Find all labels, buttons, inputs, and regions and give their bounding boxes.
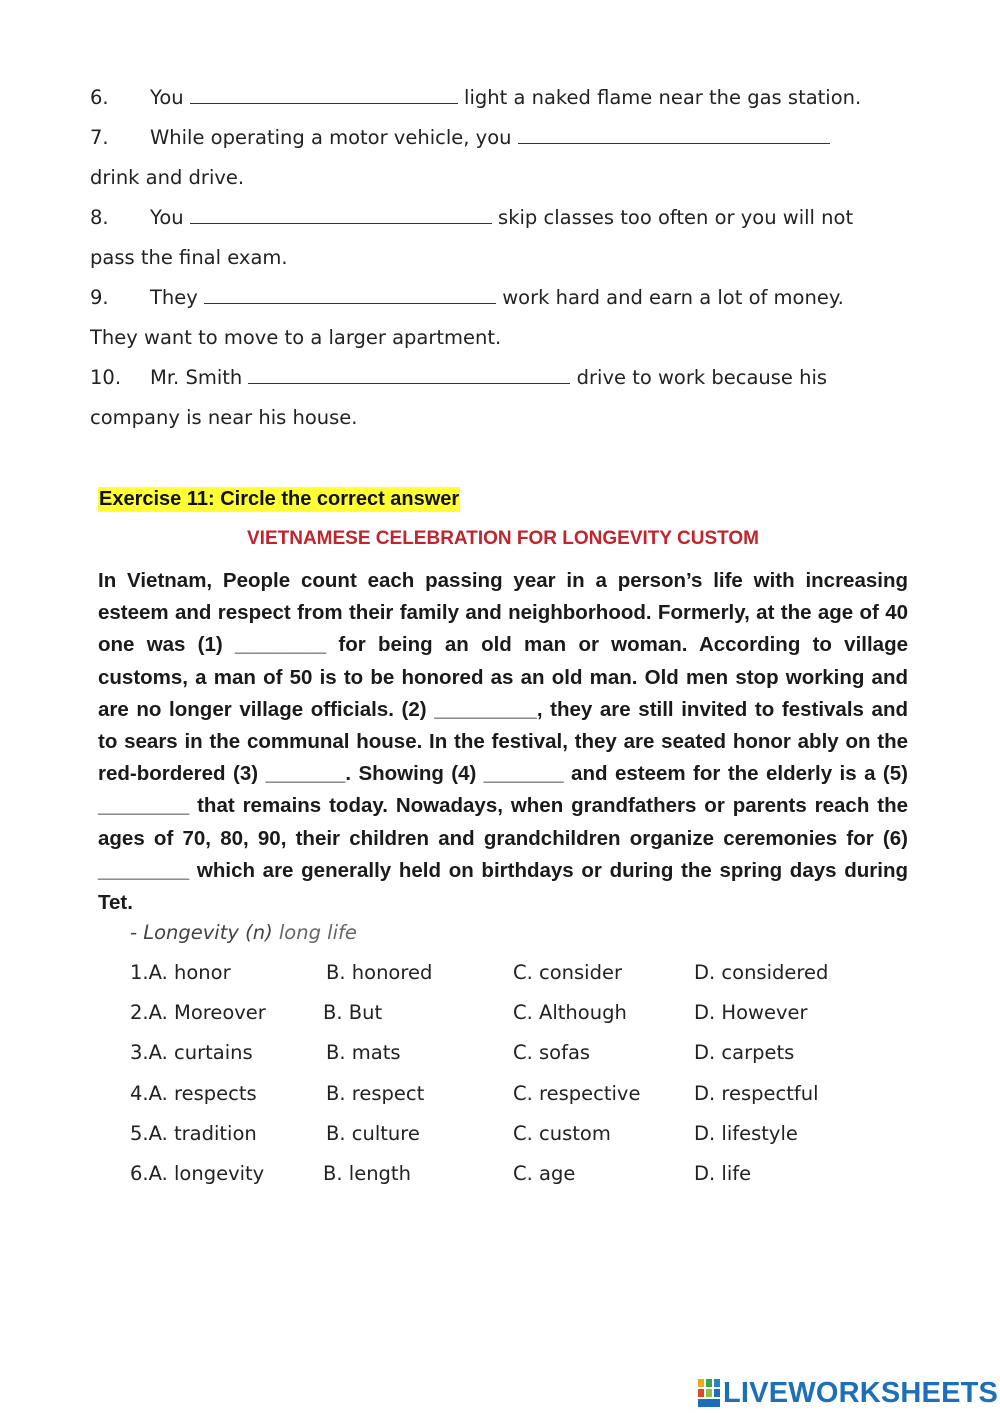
sentence-after: drive to work because his [576,366,828,389]
answer-blank[interactable] [190,87,458,104]
passage-title: VIETNAMESE CELEBRATION FOR LONGEVITY CUSTOM [247,528,759,549]
sentence-after: light a naked flame near the gas station. [464,86,862,109]
item-number: 9. [90,286,109,309]
sentence-before: You [150,206,184,229]
option-d[interactable]: D. respectful [694,1082,819,1105]
answer-blank[interactable] [248,367,570,384]
option-b[interactable]: B. honored [326,961,433,984]
liveworksheets-logo [698,1378,998,1408]
item-sentence [150,286,844,309]
option-a[interactable]: 6.A. longevity [130,1162,265,1185]
answer-blank[interactable] [204,287,496,304]
reading-passage: In Vietnam, People count each passing year in a person’s life with increasing esteem and respect from their family and neighborhood. Formerly, at the age of 40 one was (1) ________ for being an old man or woman. According to village customs, a man of 50 is to be honored as an old man. Old men stop working and are no longer village officials. (2) _________, they are still invited to festivals and to sears in the communal house. In the festival, they are seated honor ably on the red-bordered (3) _______. Showing (4) _______ and esteem for the elderly is a (5) ________ that remains today. Nowadays, when grandfathers or parents reach the ages of 70, 80, 90, their children and grandchildren organize ceremonies for (6) ________ which are generally held on birthdays or during the spring days during Tet. [98,569,908,915]
option-a[interactable]: 2.A. Moreover [130,1001,266,1024]
item-sentence [150,86,861,109]
option-b[interactable]: B. culture [326,1122,420,1145]
liveworksheets-logo-icon [698,1379,720,1407]
option-a[interactable]: 4.A. respects [130,1082,257,1105]
item-sentence [150,366,827,389]
sentence-before: They [150,286,198,309]
sentence-continuation: drink and drive. [90,166,245,189]
option-c[interactable]: C. age [513,1162,576,1185]
option-a[interactable]: 3.A. curtains [130,1041,253,1064]
item-sentence [150,126,830,149]
exercise-heading: Exercise 11: Circle the correct answer [99,488,460,510]
vocabulary-gloss [130,921,357,944]
item-number: 7. [90,126,109,149]
sentence-before: While operating a motor vehicle, you [150,126,512,149]
option-b[interactable]: B. respect [326,1082,425,1105]
sentence-continuation: company is near his house. [90,406,358,429]
sentence-continuation: pass the final exam. [90,246,288,269]
option-c[interactable]: C. custom [513,1122,611,1145]
option-c[interactable]: C. sofas [513,1041,591,1064]
option-d[interactable]: D. carpets [694,1041,795,1064]
sentence-after: work hard and earn a lot of money. [502,286,844,309]
option-b[interactable]: B. mats [326,1041,401,1064]
option-d[interactable]: D. lifestyle [694,1122,798,1145]
sentence-continuation: They want to move to a larger apartment. [90,326,502,349]
sentence-before: Mr. Smith [150,366,243,389]
option-d[interactable]: D. However [694,1001,808,1024]
sentence-before: You [150,86,184,109]
answer-blank[interactable] [518,127,830,144]
logo-text: LIVEWORKSHEETS [723,1376,999,1409]
answer-blank[interactable] [190,207,492,224]
option-a[interactable]: 1.A. honor [130,961,231,984]
item-number: 10. [90,366,122,389]
item-number: 8. [90,206,109,229]
option-b[interactable]: B. length [323,1162,411,1185]
option-c[interactable]: C. Although [513,1001,627,1024]
gloss-definition: long life [278,921,357,944]
option-a[interactable]: 5.A. tradition [130,1122,257,1145]
gloss-term: - Longevity (n) [130,921,273,944]
item-number: 6. [90,86,109,109]
option-c[interactable]: C. consider [513,961,622,984]
option-b[interactable]: B. But [323,1001,383,1024]
item-sentence [150,206,853,229]
option-c[interactable]: C. respective [513,1082,641,1105]
sentence-after: skip classes too often or you will not [498,206,854,229]
option-d[interactable]: D. life [694,1162,752,1185]
option-d[interactable]: D. considered [694,961,829,984]
